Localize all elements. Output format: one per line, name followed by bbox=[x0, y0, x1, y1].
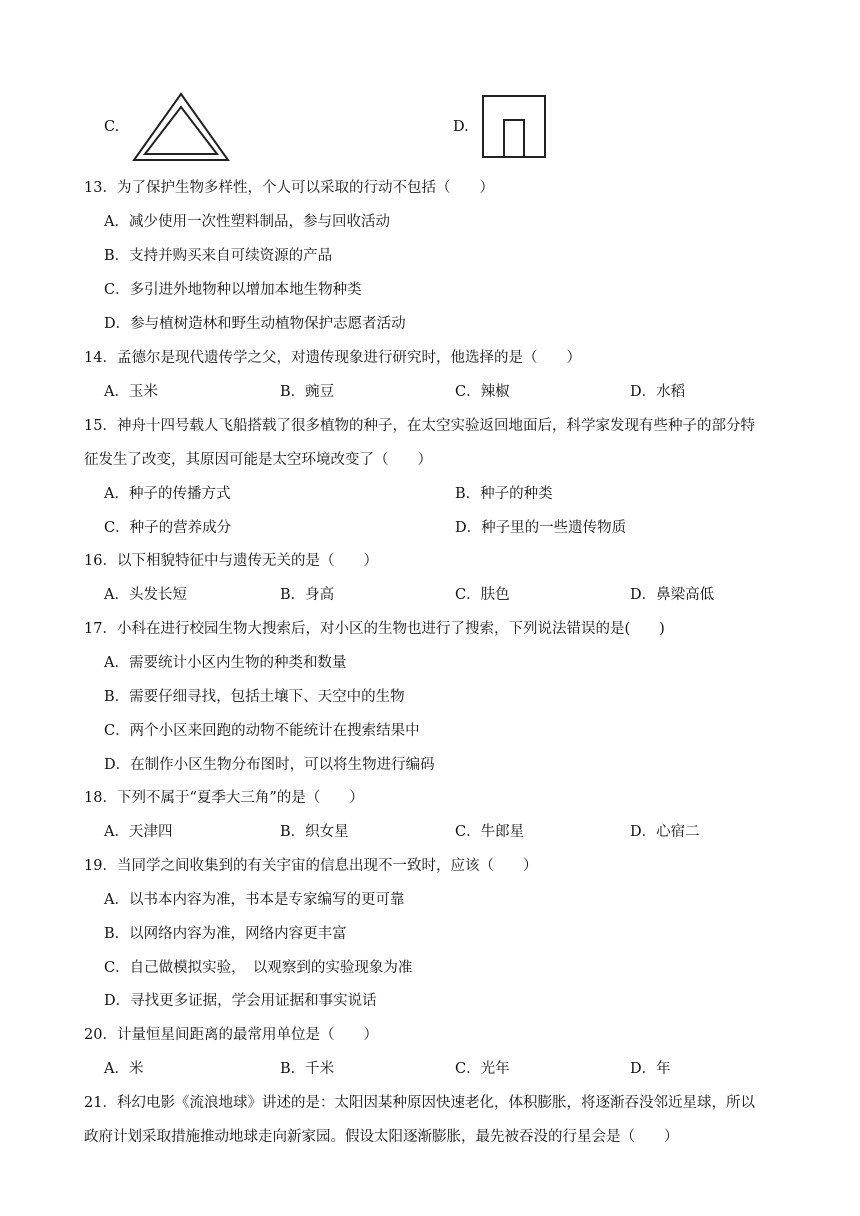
question-17-option-b: B．需要仔细寻找，包括土壤下、天空中的生物 bbox=[104, 689, 405, 705]
question-18-stem: 18．下列不属于“夏季大三角”的是（ ） bbox=[84, 790, 364, 806]
question-13-option-b: B．支持并购买来自可续资源的产品 bbox=[104, 248, 333, 264]
question-15-option-d: D．种子里的一些遗传物质 bbox=[455, 520, 627, 536]
question-20-stem: 20．计量恒星间距离的最常用单位是（ ） bbox=[84, 1027, 378, 1043]
question-19-option-d: D．寻找更多证据，学会用证据和事实说话 bbox=[104, 993, 377, 1009]
question-16-option-a: A．头发长短 bbox=[104, 587, 187, 603]
question-19-stem: 19．当同学之间收集到的有关宇宙的信息出现不一致时，应该（ ） bbox=[84, 858, 538, 874]
question-19-option-c: C．自己做模拟实验， 以观察到的实验现象为准 bbox=[104, 960, 413, 976]
question-15-option-c: C．种子的营养成分 bbox=[104, 520, 232, 536]
question-17-option-d: D．在制作小区生物分布图时，可以将生物进行编码 bbox=[104, 757, 435, 773]
question-21-stem-line-2: 政府计划采取措施推动地球走向新家园。假设太阳逐渐膨胀，最先被吞没的行星会是（ ） bbox=[84, 1129, 679, 1145]
question-15-stem-line-2: 征发生了改变，其原因可能是太空环境改变了（ ） bbox=[84, 452, 432, 468]
question-16-option-b: B．身高 bbox=[280, 587, 335, 603]
option-c-label: C. bbox=[104, 119, 120, 135]
question-18-option-a: A．天津四 bbox=[104, 824, 173, 840]
triangle-figure bbox=[132, 92, 230, 162]
question-17-option-a: A．需要统计小区内生物的种类和数量 bbox=[104, 655, 347, 671]
question-17-option-c: C．两个小区来回跑的动物不能统计在搜索结果中 bbox=[104, 723, 420, 739]
question-13-option-c: C．多引进外地物种以增加本地生物种类 bbox=[104, 282, 362, 298]
question-18-option-c: C．牛郎星 bbox=[455, 824, 525, 840]
question-15-option-a: A．种子的传播方式 bbox=[104, 486, 231, 502]
question-21-stem-line-1: 21．科幻电影《流浪地球》讲述的是：太阳因某种原因快速老化，体积膨胀，将逐渐吞没邻近星球，所以 bbox=[84, 1095, 755, 1111]
question-20-option-d: D．年 bbox=[630, 1061, 671, 1077]
question-16-stem: 16．以下相貌特征中与遗传无关的是（ ） bbox=[84, 553, 378, 569]
door-square-figure bbox=[482, 95, 548, 159]
question-14-stem: 14．孟德尔是现代遗传学之父，对遗传现象进行研究时，他选择的是（ ） bbox=[84, 350, 581, 366]
question-17-stem: 17．小科在进行校园生物大搜索后，对小区的生物也进行了搜索，下列说法错误的是( ) bbox=[84, 621, 665, 637]
question-16-option-c: C．肤色 bbox=[455, 587, 510, 603]
question-20-option-b: B．千米 bbox=[280, 1061, 335, 1077]
question-18-option-b: B．织女星 bbox=[280, 824, 349, 840]
question-15-option-b: B．种子的种类 bbox=[455, 486, 553, 502]
question-15-stem-line-1: 15．神舟十四号载人飞船搭载了很多植物的种子，在太空实验返回地面后，科学家发现有些种子的部分特 bbox=[84, 418, 755, 434]
question-13-stem: 13．为了保护生物多样性，个人可以采取的行动不包括（ ） bbox=[84, 180, 494, 196]
question-14-option-b: B．豌豆 bbox=[280, 384, 335, 400]
question-19-option-b: B．以网络内容为准，网络内容更丰富 bbox=[104, 926, 347, 942]
question-20-option-c: C．光年 bbox=[455, 1061, 510, 1077]
question-13-option-a: A．减少使用一次性塑料制品，参与回收活动 bbox=[104, 214, 390, 230]
question-14-option-a: A．玉米 bbox=[104, 384, 158, 400]
question-18-option-d: D．心宿二 bbox=[630, 824, 700, 840]
question-19-option-a: A．以书本内容为准，书本是专家编写的更可靠 bbox=[104, 892, 405, 908]
question-14-option-d: D．水稻 bbox=[630, 384, 686, 400]
question-13-option-d: D．参与植树造林和野生动植物保护志愿者活动 bbox=[104, 316, 406, 332]
question-16-option-d: D．鼻梁高低 bbox=[630, 587, 715, 603]
question-14-option-c: C．辣椒 bbox=[455, 384, 510, 400]
option-d-label: D. bbox=[453, 119, 469, 135]
question-20-option-a: A．米 bbox=[104, 1061, 144, 1077]
